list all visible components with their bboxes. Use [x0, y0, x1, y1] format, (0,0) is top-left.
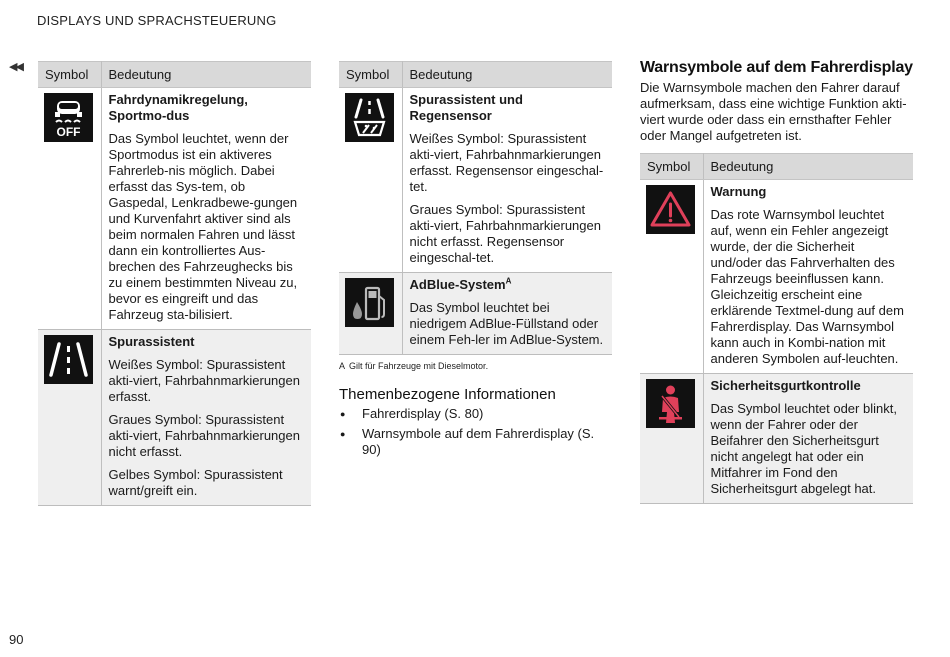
header-meaning: Bedeutung — [402, 62, 612, 88]
table-header-row — [640, 154, 913, 180]
row-title — [410, 277, 607, 293]
page-number: 90 — [9, 632, 24, 647]
related-link[interactable]: ● Warnsymbole auf dem Fahrerdisplay (S. 90) — [339, 426, 612, 458]
traction-control-off-icon — [44, 93, 93, 142]
row-title: Fahrdynamikregelung, Sportmo-dus — [108, 92, 248, 123]
row-title: Sicherheitsgurtkontrolle — [710, 378, 861, 393]
header-symbol: Symbol — [640, 154, 703, 180]
adblue-icon — [345, 278, 394, 327]
row-description: Weißes Symbol: Spurassistent akti-viert, Fahrbahnmarkierungen erfasst. — [108, 357, 300, 404]
table-row — [339, 273, 612, 355]
footnote-text: Gilt für Fahrzeuge mit Dieselmotor. — [349, 361, 489, 371]
footnote-mark: A — [339, 361, 346, 371]
lane-assist-rain-sensor-icon — [345, 93, 394, 142]
section-title: Warnsymbole auf dem Fahrerdisplay — [640, 59, 913, 76]
row-description: Das Symbol leuchtet bei niedrigem AdBlue-Füllstand oder einem Feh-ler im AdBlue-System. — [409, 300, 604, 347]
seatbelt-reminder-icon — [646, 379, 695, 428]
header-symbol: Symbol — [38, 62, 101, 88]
header-symbol: Symbol — [339, 62, 402, 88]
middle-column — [339, 61, 612, 462]
left-column — [38, 61, 311, 506]
table-row — [38, 330, 311, 506]
right-column — [640, 61, 913, 504]
row-description: Das rote Warnsymbol leuchtet auf, wenn ein Fehler angezeigt wurde, der die Sicherheit und/oder das Fahrverhalten des Fahrzeugs beeinflussen kann. Gleichzeitig erscheint eine erklärende Textmel-dung auf dem Fahrerdisplay. Das Warnsymbol kann auch in Kombi-nation mit anderen Symbolen auf-leuchten. — [710, 207, 904, 366]
row-title: Warnung — [710, 184, 767, 199]
related-info-title: Themenbezogene Informationen — [339, 386, 556, 403]
row-description: Graues Symbol: Spurassistent akti-viert, Fahrbahnmarkierungen nicht erfasst. Regensensor eingeschal-tet. — [409, 202, 601, 265]
symbol-table-left — [38, 61, 311, 506]
row-title-text: AdBlue-System — [409, 277, 506, 292]
row-title: Spurassistent — [108, 334, 195, 349]
warning-triangle-icon — [646, 185, 695, 234]
footnote-ref: A — [505, 276, 512, 286]
row-description: Weißes Symbol: Spurassistent akti-viert, Fahrbahnmarkierungen erfasst. Regensensor eingeschal-tet. — [409, 131, 604, 194]
table-row — [640, 374, 913, 504]
icon-off-label: OFF — [56, 125, 81, 139]
back-nav-icon[interactable]: ◀◀ — [9, 61, 22, 73]
table-row — [640, 180, 913, 374]
row-title: Spurassistent und Regensensor — [409, 92, 523, 123]
symbol-table-middle — [339, 61, 612, 355]
table-header-row — [38, 62, 311, 88]
lane-assist-icon — [44, 335, 93, 384]
footnote — [339, 361, 612, 371]
related-link[interactable]: ● Fahrerdisplay (S. 80) — [339, 406, 612, 422]
row-description: Das Symbol leuchtet, wenn der Sportmodus ist ein aktiveres Fahrerleb-nis möglich. Dabei erfasst das Sys-tem, ob Gaspedal, Lenkradbewe-gungen und Kurvenfahrt aktiver sind als beim normalen Fahren und lässt dann ein kontrolliertes Aus-brechen des Fahrzeughecks bis zu einem bestimmten Niveau zu, bevor es eingreift und das Fahrzeug sta-bilisiert. — [108, 131, 298, 322]
header-meaning: Bedeutung — [101, 62, 311, 88]
running-header: DISPLAYS UND SPRACHSTEUERUNG — [37, 13, 277, 28]
table-row — [38, 88, 311, 330]
table-row — [339, 88, 612, 273]
header-meaning: Bedeutung — [703, 154, 913, 180]
row-description: Graues Symbol: Spurassistent akti-viert, Fahrbahnmarkierungen nicht erfasst. — [108, 412, 300, 459]
row-description: Das Symbol leuchtet oder blinkt, wenn der Fahrer oder der Beifahrer den Sicherheitsgurt nicht angelegt hat oder ein Mitfahrer im Fond den Sicherheitsgurt abgelegt hat. — [710, 401, 897, 496]
table-header-row — [339, 62, 612, 88]
section-intro: Die Warnsymbole machen den Fahrer darauf aufmerksam, dass eine wichtige Funktion akti-viert wurde oder dass ein ernsthafter Fehler oder Mangel aufgetreten ist. — [640, 80, 907, 143]
symbol-table-right — [640, 153, 913, 504]
row-description: Gelbes Symbol: Spurassistent warnt/greift ein. — [108, 467, 283, 498]
related-info-list — [339, 406, 612, 458]
